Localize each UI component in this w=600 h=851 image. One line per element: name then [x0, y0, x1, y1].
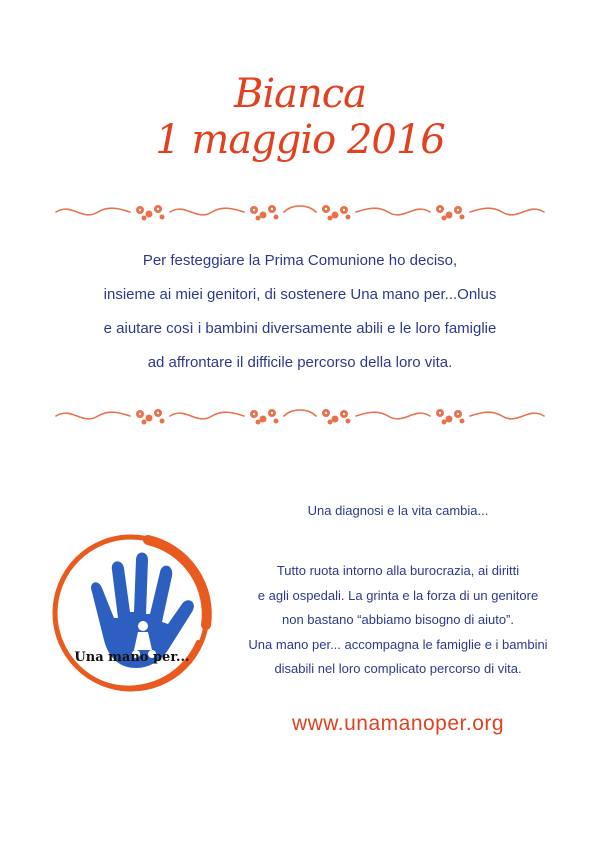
description-line: Tutto ruota intorno alla burocrazia, ai diritti	[276, 563, 520, 578]
dedication-line: e aiutare così i bambini diversamente abili e le loro famiglie	[103, 320, 497, 337]
hand-logo-icon	[48, 530, 214, 696]
floral-divider-icon	[52, 194, 548, 230]
dedication-line: insieme ai miei genitori, di sostenere Una mano per...Onlus	[103, 286, 497, 303]
logo-caption: Una mano per...	[74, 650, 190, 665]
description-line: non bastano “abbiamo bisogno di aiuto”.	[282, 612, 514, 627]
dedication-text	[20, 244, 580, 380]
name-heading: Bianca	[233, 71, 367, 117]
website-link[interactable]: www.unamanoper.org	[291, 712, 505, 735]
description-line: Una mano per... accompagna le famiglie e i bambini	[248, 636, 548, 652]
association-description	[220, 559, 576, 682]
tagline: Una diagnosi e la vita cambia...	[307, 503, 489, 518]
description-line: disabili nel loro complicato percorso di vita.	[274, 661, 522, 676]
floral-divider-icon	[52, 398, 548, 434]
dedication-line: ad affrontare il difficile percorso della loro vita.	[147, 354, 453, 371]
date-heading: 1 maggio 2016	[155, 117, 445, 163]
dedication-line: Per festeggiare la Prima Comunione ho deciso,	[142, 252, 458, 269]
description-line: e agli ospedali. La grinta e la forza di un genitore	[257, 587, 539, 603]
